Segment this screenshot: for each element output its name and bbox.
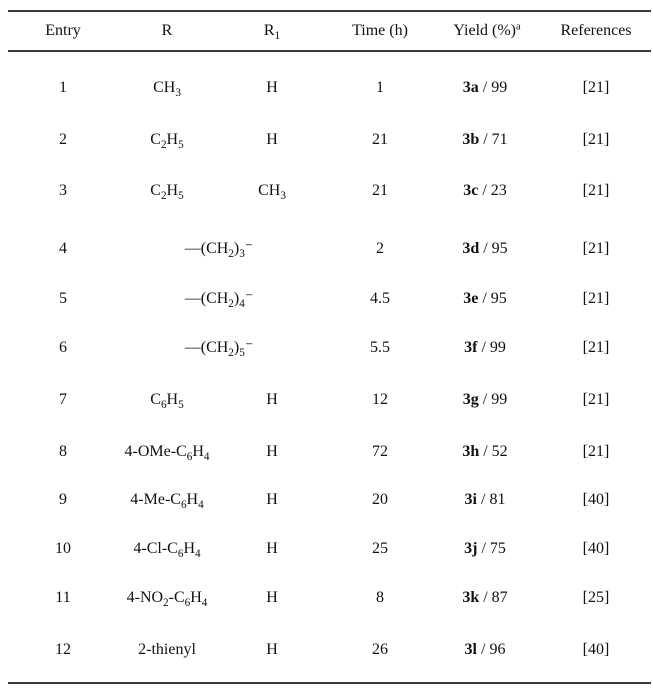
reference-cell: [40] (582, 540, 610, 557)
entry-cell: 11 (55, 589, 71, 606)
entry-cell: 9 (59, 491, 67, 508)
yield-cell (462, 132, 507, 148)
entry-cell: 2 (59, 131, 67, 148)
entry-cell: 10 (55, 540, 71, 557)
compound-label: 3j (464, 540, 478, 557)
formula-text: H (266, 391, 278, 408)
subscript: 2 (160, 189, 167, 202)
r-cell (150, 182, 184, 202)
header-yield-label: Yield (%) (453, 22, 517, 39)
yield-cell (464, 340, 506, 356)
reference-cell: [40] (582, 641, 610, 658)
r1-cell (266, 132, 278, 148)
subscript: 2 (228, 297, 234, 310)
yield-cell (465, 492, 506, 508)
compound-label: 3l (464, 641, 477, 658)
yield-cell (463, 291, 507, 307)
yield-value: / 23 (478, 182, 507, 199)
subscript: 4 (195, 547, 201, 560)
yield-cell (463, 80, 507, 96)
compound-label: 3b (462, 131, 480, 148)
subscript: 5 (178, 189, 184, 202)
formula-text: —(CH (184, 339, 229, 356)
entry-cell: 8 (59, 443, 67, 460)
time-cell: 21 (372, 182, 388, 199)
reference-cell: [25] (582, 589, 610, 606)
time-cell: 2 (376, 240, 384, 257)
compound-label: 3c (463, 182, 479, 199)
time-cell: 12 (372, 391, 388, 408)
r-cell (133, 540, 201, 560)
yield-cell (463, 392, 507, 408)
formula-text: H (183, 540, 196, 557)
time-cell: 5.5 (370, 339, 390, 356)
r-cell (130, 491, 204, 511)
yield-value: / 71 (479, 131, 508, 148)
reference-cell: [21] (582, 131, 610, 148)
entry-cell: 5 (59, 290, 67, 307)
r-r1-spanning-cell (184, 240, 254, 260)
subscript: 4 (239, 297, 245, 310)
subscript: 4 (203, 450, 210, 463)
yield-value: / 96 (477, 641, 506, 658)
formula-text: H (266, 641, 278, 658)
r1-cell (266, 541, 278, 557)
formula-text: H (266, 589, 278, 606)
yield-value: / 81 (477, 491, 506, 508)
yield-value: / 95 (478, 290, 507, 307)
subscript: 3 (239, 247, 245, 260)
yield-cell (463, 183, 507, 199)
subscript: 4 (198, 498, 204, 511)
header-yield (453, 23, 520, 39)
header-time: Time (h) (352, 22, 408, 39)
time-cell: 20 (372, 491, 388, 508)
formula-text: ⁻ (244, 240, 254, 257)
reference-cell: [21] (582, 182, 610, 199)
reference-cell: [21] (582, 79, 610, 96)
entry-cell: 3 (59, 182, 67, 199)
compound-label: 3d (462, 240, 480, 257)
subscript: 4 (201, 596, 208, 609)
compound-label: 3g (462, 391, 479, 408)
yield-value: / 99 (477, 339, 506, 356)
subscript: 2 (163, 596, 169, 609)
subscript: 2 (160, 138, 167, 151)
r-cell (150, 131, 184, 151)
compound-label: 3f (464, 339, 478, 356)
header-entry: Entry (45, 22, 81, 39)
subscript: 5 (178, 138, 184, 151)
reference-cell: [21] (582, 240, 610, 257)
entry-cell: 6 (59, 339, 67, 356)
formula-text: H (266, 540, 278, 557)
yield-value: / 87 (479, 589, 508, 606)
yield-cell (462, 444, 507, 460)
formula-text: H (266, 131, 278, 148)
formula-text: -C (168, 589, 185, 606)
compound-label: 3k (462, 589, 480, 606)
table-top-rule (8, 10, 651, 12)
subscript: 3 (280, 189, 286, 202)
compound-label: 3h (462, 443, 480, 460)
formula-text: 4-Me-C (130, 491, 181, 508)
formula-text: 2-thienyl (138, 641, 196, 658)
time-cell: 21 (372, 131, 388, 148)
yield-cell (465, 642, 506, 658)
header-yield-footnote: a (516, 21, 521, 33)
header-r1-base: R (263, 22, 275, 39)
table-bottom-rule (8, 682, 651, 684)
yield-value: / 99 (478, 79, 508, 96)
subscript: 6 (177, 547, 184, 560)
subscript: 2 (228, 346, 234, 359)
header-r1-sub: 1 (274, 29, 281, 42)
r-r1-spanning-cell (184, 290, 254, 310)
r1-cell (266, 590, 278, 606)
time-cell: 25 (372, 540, 388, 557)
formula-text: CH (258, 182, 281, 199)
yield-cell (464, 541, 506, 557)
subscript: 6 (160, 398, 167, 411)
reference-cell: [40] (582, 491, 610, 508)
reference-cell: [21] (582, 391, 610, 408)
r1-cell (266, 80, 278, 96)
subscript: 6 (184, 596, 191, 609)
entry-cell: 1 (59, 79, 67, 96)
subscript: 3 (175, 86, 181, 99)
formula-text: C (150, 182, 161, 199)
subscript: 6 (186, 450, 193, 463)
formula-text: —(CH (184, 240, 229, 257)
time-cell: 72 (372, 443, 388, 460)
time-cell: 26 (372, 641, 388, 658)
r1-cell (266, 444, 278, 460)
formula-text: H (266, 491, 278, 508)
r-cell (138, 642, 196, 658)
yield-value: / 52 (479, 443, 508, 460)
formula-text: —(CH (184, 290, 229, 307)
formula-text: 4-OMe-C (124, 443, 187, 460)
header-r1 (263, 22, 281, 42)
formula-text: H (166, 182, 179, 199)
r-cell (126, 589, 208, 609)
r1-cell (266, 492, 278, 508)
formula-text: ) (233, 339, 240, 356)
formula-text: H (192, 443, 204, 460)
reference-cell: [21] (582, 443, 610, 460)
compound-label: 3a (462, 79, 479, 96)
r1-cell (266, 642, 278, 658)
entry-cell: 12 (55, 641, 71, 658)
compound-label: 3e (463, 290, 479, 307)
formula-text: ⁻ (244, 339, 254, 356)
formula-text: 4-NO (126, 589, 164, 606)
formula-text: C (150, 131, 161, 148)
time-cell: 8 (376, 589, 384, 606)
formula-text: H (186, 491, 199, 508)
header-references: References (560, 22, 632, 39)
yield-value: / 95 (479, 240, 508, 257)
reference-cell: [21] (582, 339, 610, 356)
formula-text: ) (233, 290, 240, 307)
r-cell (150, 391, 184, 411)
formula-text: H (266, 79, 278, 96)
r-r1-spanning-cell (184, 339, 254, 359)
time-cell: 4.5 (370, 290, 390, 307)
r-cell (124, 443, 210, 463)
formula-text: H (266, 443, 278, 460)
formula-text: 4-Cl-C (133, 540, 178, 557)
compound-label: 3i (464, 491, 477, 508)
formula-text: H (166, 131, 179, 148)
yield-cell (462, 590, 507, 606)
header-r: R (161, 22, 173, 39)
table-header-rule (8, 50, 651, 52)
time-cell: 1 (376, 79, 384, 96)
formula-text: H (166, 391, 179, 408)
yield-value: / 99 (478, 391, 508, 408)
formula-text: ⁻ (244, 290, 254, 307)
formula-text: ) (233, 240, 240, 257)
subscript: 6 (180, 498, 187, 511)
subscript: 5 (239, 346, 245, 359)
yield-cell (462, 241, 507, 257)
r-cell (153, 79, 181, 99)
reference-cell: [21] (582, 290, 610, 307)
yield-value: / 75 (477, 540, 506, 557)
r1-cell (266, 392, 278, 408)
r1-cell (258, 182, 286, 202)
formula-text: H (190, 589, 202, 606)
entry-cell: 4 (59, 240, 67, 257)
subscript: 2 (228, 247, 234, 260)
entry-cell: 7 (59, 391, 67, 408)
subscript: 5 (178, 398, 184, 411)
formula-text: C (150, 391, 161, 408)
formula-text: CH (153, 79, 176, 96)
